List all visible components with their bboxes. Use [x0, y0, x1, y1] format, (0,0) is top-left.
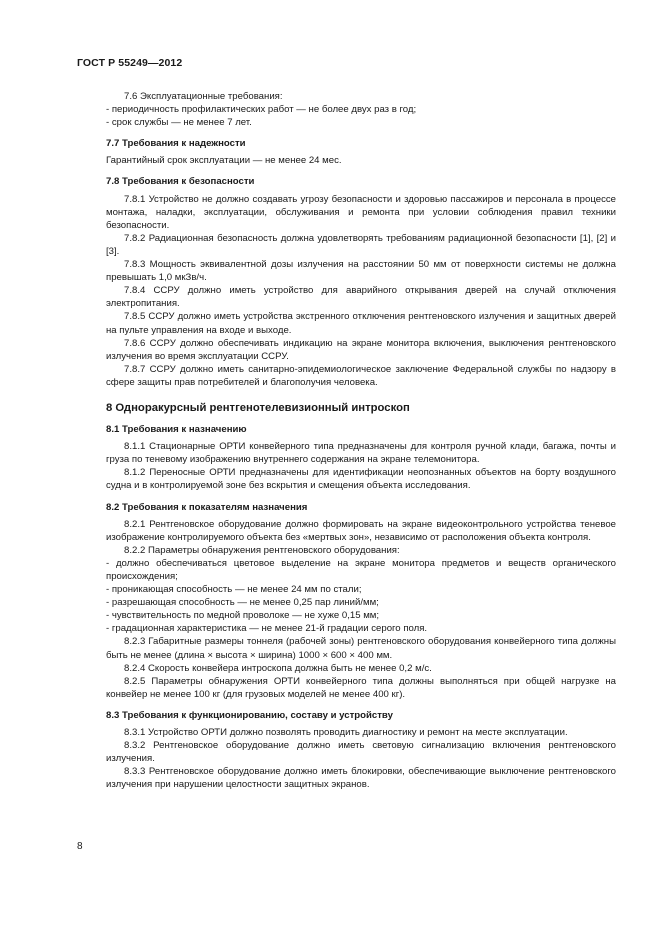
paragraph: 8.2.1 Рентгеновское оборудование должно формировать на экране видеоконтрольного устройства теневое изображение контролируемого объекта без «мертвых зон», независимо от расположения объекта контроля.: [106, 518, 616, 543]
section-7-8: [106, 175, 616, 389]
section-8-3-heading: 8.3 Требования к функционированию, составу и устройству: [106, 709, 393, 721]
paragraph: 7.8.2 Радиационная безопасность должна удовлетворять требованиям радиационной безопасности [1], [2] и [3].: [106, 232, 616, 257]
section-8-heading: 8 Одноракурсный рентгенотелевизионный интроскоп: [106, 401, 410, 414]
paragraph: 8.3.2 Рентгеновское оборудование должно иметь световую сигнализацию включения рентгеновского излучения.: [106, 740, 616, 765]
paragraph: 8.3.1 Устройство ОРТИ должно позволять проводить диагностику и ремонт на месте эксплуатации.: [124, 727, 568, 739]
section-8-2-heading: 8.2 Требования к показателям назначения: [106, 501, 308, 513]
paragraph: 7.8.6 ССРУ должно обеспечивать индикацию на экране монитора включения, выключения рентгеновского излучения во время эксплуатации ССРУ.: [106, 337, 616, 362]
section-8-1-heading: 8.1 Требования к назначению: [106, 424, 247, 436]
paragraph: 7.8.7 ССРУ должно иметь санитарно-эпидемиологическое заключение Федеральной службы по надзору в сфере защиты прав потребителей и благополучия человека.: [106, 363, 616, 388]
paragraph: 8.2.3 Габаритные размеры тоннеля (рабочей зоны) рентгеновского оборудования конвейерного типа должны быть не менее (длина × высота × ширина) 1000 × 600 × 400 мм.: [106, 636, 616, 661]
paragraph: 7.8.1 Устройство не должно создавать угрозу безопасности и здоровью пассажиров и персонала в процессе монтажа, наладки, эксплуатации, обслуживания и ремонта при условии соблюдения правил техники безопасности.: [106, 193, 616, 231]
paragraph: 8.1.1 Стационарные ОРТИ конвейерного типа предназначены для контроля ручной клади, багажа, почты и груза по теневому изображению внутреннего содержания на экране телемонитора.: [106, 441, 616, 466]
paragraph: Гарантийный срок эксплуатации — не менее 24 мес.: [106, 155, 342, 167]
paragraph: 8.2.5 Параметры обнаружения ОРТИ конвейерного типа должны выполняться при общей нагрузке на конвейер не менее 100 кг (для грузовых моделей не менее 400 кг).: [106, 675, 616, 700]
paragraph: 7.8.3 Мощность эквивалентной дозы излучения на расстоянии 50 мм от поверхности системы не должна превышать 1,0 мкЗв/ч.: [106, 259, 616, 284]
list-item: - разрешающая способность — не менее 0,25 пар линий/мм;: [106, 597, 379, 609]
list-item: - срок службы — не менее 7 лет.: [106, 117, 252, 129]
section-7-7: [106, 137, 616, 167]
paragraph: 8.2.2 Параметры обнаружения рентгеновского оборудования:: [124, 544, 400, 556]
page-content: [106, 90, 616, 792]
paragraph: 8.3.3 Рентгеновское оборудование должно иметь блокировки, обеспечивающие выключение рентгеновского излучения при нарушении целостности защитных экранов.: [106, 766, 616, 791]
list-item: - должно обеспечиваться цветовое выделение на экране монитора предметов и веществ органического происхождения;: [106, 557, 616, 582]
paragraph: 7.8.5 ССРУ должно иметь устройства экстренного отключения рентгеновского излучения и защитных дверей на пульте управления на входе и выходе.: [106, 311, 616, 336]
section-8-1: [106, 423, 616, 492]
page-number: 8: [77, 841, 83, 852]
section-7-6-title: 7.6 Эксплуатационные требования:: [124, 91, 283, 102]
paragraph: 8.2.4 Скорость конвейера интроскопа должна быть не менее 0,2 м/с.: [124, 662, 432, 674]
document-header: ГОСТ Р 55249—2012: [77, 57, 183, 69]
section-8-2: [106, 501, 616, 701]
paragraph: 7.8.4 ССРУ должно иметь устройство для аварийного открывания дверей на случай отключения электропитания.: [106, 285, 616, 310]
section-8-3: [106, 709, 616, 792]
list-item: - периодичность профилактических работ — не более двух раз в год;: [106, 104, 417, 116]
list-item: - проникающая способность — не менее 24 мм по стали;: [106, 584, 362, 596]
list-item: - чувствительность по медной проволоке — не хуже 0,15 мм;: [106, 610, 380, 622]
section-7-8-heading: 7.8 Требования к безопасности: [106, 176, 255, 188]
section-7-6: [106, 90, 616, 129]
paragraph: 8.1.2 Переносные ОРТИ предназначены для идентификации неопознанных объектов на борту воздушного судна и в контролируемой зоне без вскрытия и смещения объекта исследования.: [106, 467, 616, 492]
section-7-7-heading: 7.7 Требования к надежности: [106, 138, 246, 150]
list-item: - градационная характеристика — не менее 21-й градации серого поля.: [106, 623, 428, 635]
